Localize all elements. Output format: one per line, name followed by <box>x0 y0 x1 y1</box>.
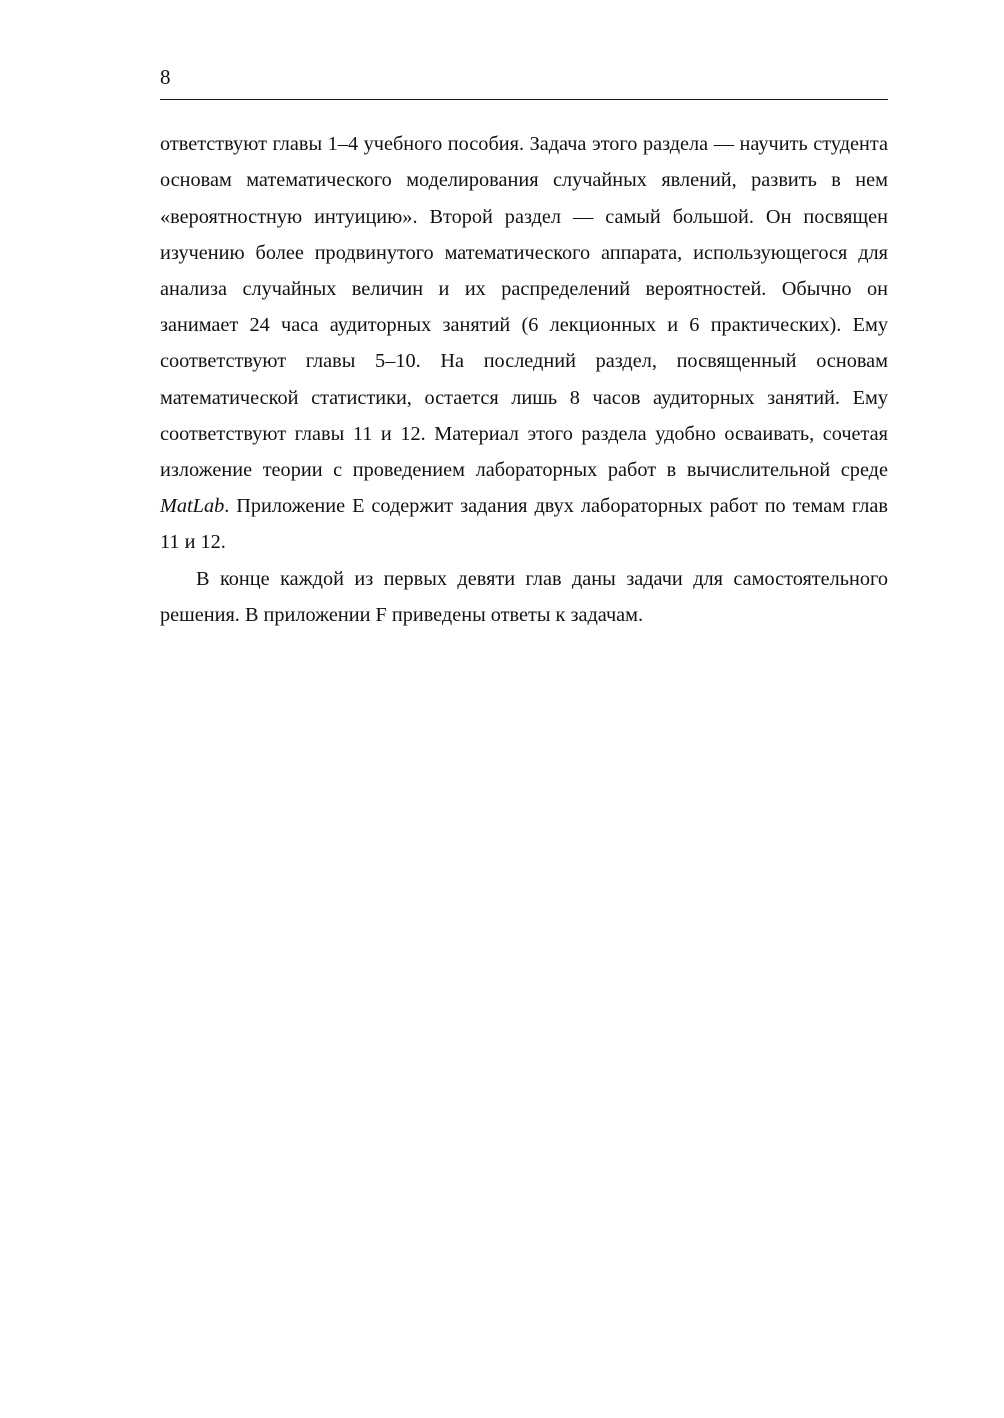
header-rule <box>160 99 888 100</box>
page-content <box>160 66 888 633</box>
paragraph-1: ответствуют главы 1–4 учебного пособия. Задача этого раздела — научить студента основам математического моделирования случайных явлений, развить в нем «вероятностную интуицию». Второй раздел — самый большой. Он посвящен изучению более продвинутого математического аппарата, использующегося для анализа случайных величин и их распределений вероятностей. Обычно он занимает 24 часа аудиторных занятий (6 лекционных и 6 практических). Ему соответствуют главы 5–10. На последний раздел, посвященный основам математической статистики, остается лишь 8 часов аудиторных занятий. Ему соответствуют главы 11 и 12. Материал этого раздела удобно осваивать, сочетая изложение теории с проведением лабораторных работ в вычислительной среде MatLab. Приложение E содержит задания двух лабораторных работ по темам глав 11 и 12. <box>160 133 888 554</box>
body-text <box>160 126 888 633</box>
emphasis-text: MatLab <box>160 495 225 518</box>
page-number: 8 <box>160 65 171 89</box>
paragraph-2: В конце каждой из первых девяти глав даны задачи для самостоятельного решения. В приложении F приведены ответы к задачам. <box>160 567 888 626</box>
